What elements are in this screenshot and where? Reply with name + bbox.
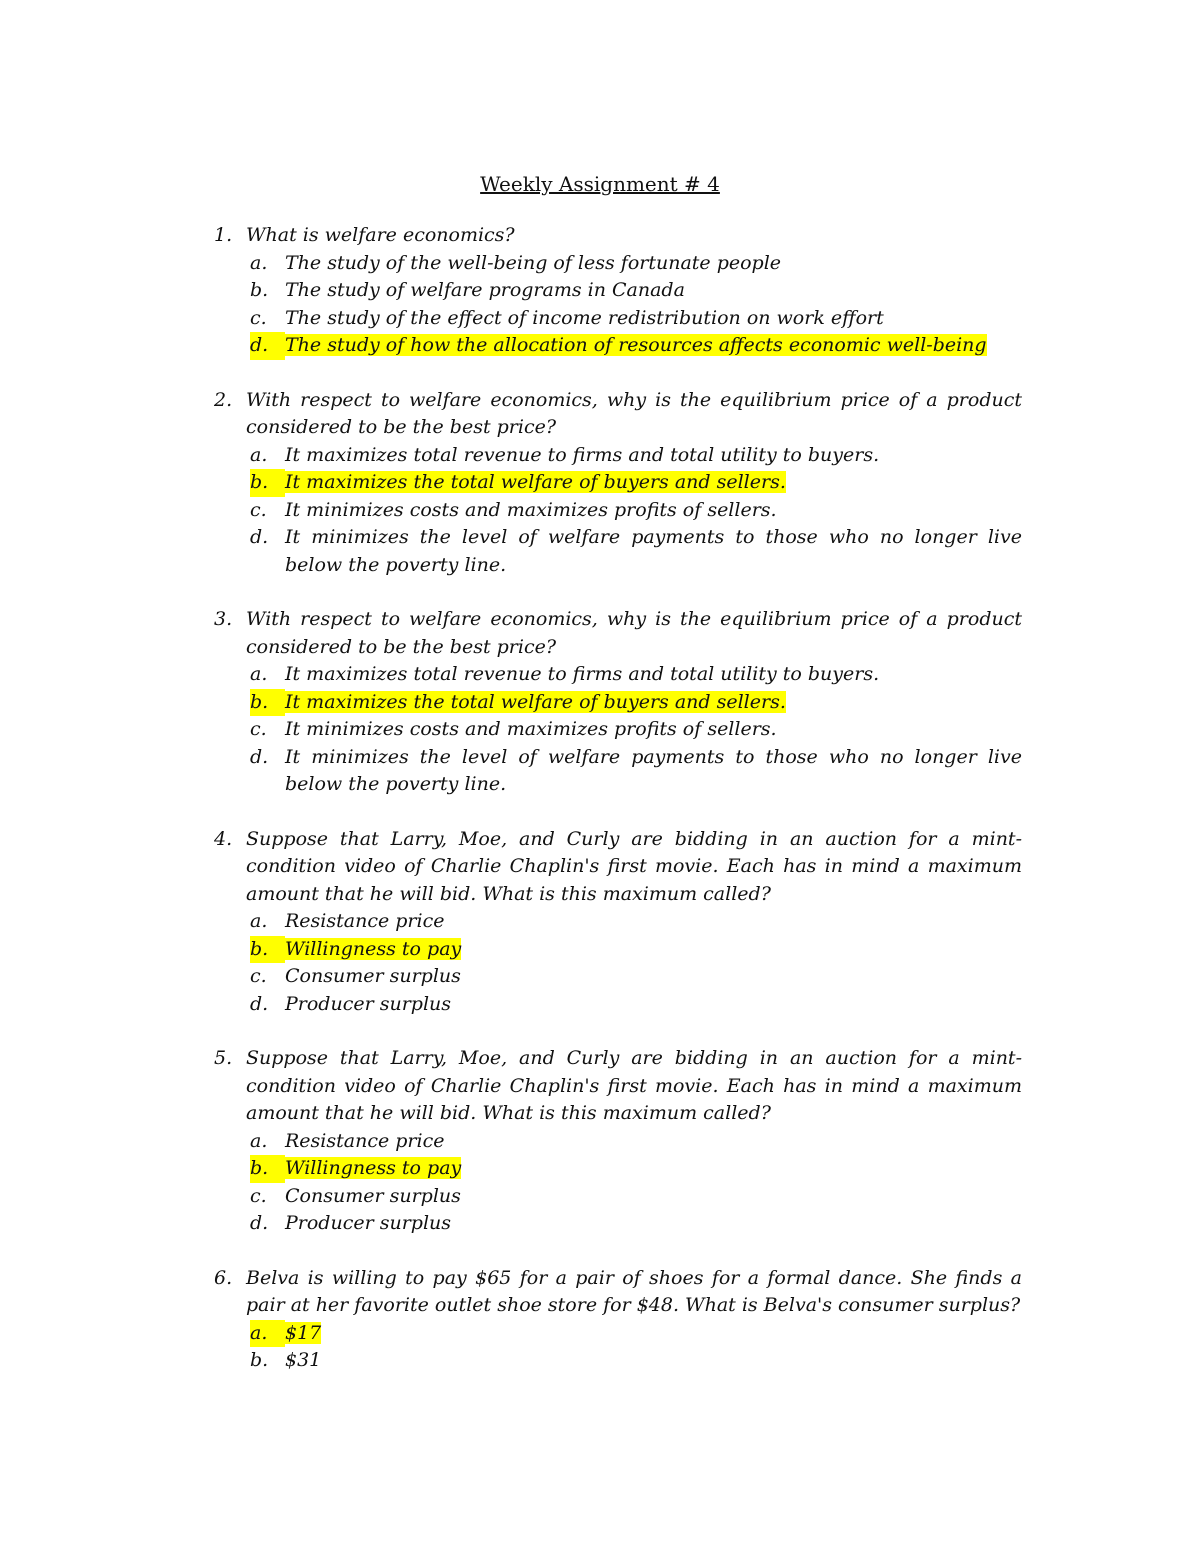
option-letter: d. [250,526,269,548]
option-text-wrap [285,744,1022,799]
answer-option-highlighted [250,1155,1022,1183]
option-text: $17 [285,1321,322,1344]
option-letter: c. [250,1184,267,1207]
option-text: It minimizes costs and maximizes profits of sellers. [285,498,777,521]
question-row [214,606,1022,661]
option-text-wrap [285,442,1022,470]
option-letter: a. [250,910,268,932]
answer-option [250,524,1022,579]
answer-option-highlighted [250,332,1022,360]
answer-option [250,305,1022,333]
answer-option [250,277,1022,305]
option-text: Producer surplus [285,1212,452,1234]
question-row [214,1265,1022,1320]
answer-option [250,716,1022,744]
question-number: 5. [214,1047,233,1069]
option-text-wrap [285,716,1022,744]
answer-option-highlighted [250,689,1022,717]
option-text: It minimizes the level of welfare payments to those who no longer live below the poverty line. [285,526,1022,576]
question-text: What is welfare economics? [246,224,515,246]
option-text-wrap [285,991,1022,1019]
option-text-wrap [285,963,1022,991]
option-text-wrap [285,1128,1022,1156]
answer-option-highlighted [250,1320,1022,1348]
option-text: It minimizes the level of welfare payments to those who no longer live below the poverty line. [285,745,1022,795]
option-text: It minimizes costs and maximizes profits of sellers. [285,718,777,740]
option-text: It maximizes total revenue to firms and total utility to buyers. [285,443,880,466]
question-text: With respect to welfare economics, why is the equilibrium price of a product considered to be the best price? [246,608,1022,658]
question-number: 2. [214,388,233,411]
option-letter: a. [250,1129,268,1152]
option-text: $31 [285,1349,322,1371]
option-letter: b. [250,936,285,964]
question-number: 3. [214,608,233,630]
option-letter: d. [250,745,269,768]
question-number: 6. [214,1266,233,1289]
answer-option-highlighted [250,936,1022,964]
option-text-wrap [285,1210,1022,1238]
question-row [214,387,1022,442]
option-text: Willingness to pay [285,1157,462,1179]
answer-option [250,908,1022,936]
answer-option [250,1210,1022,1238]
question-3 [214,606,1022,799]
option-letter: a. [250,443,268,466]
option-letter: c. [250,306,267,329]
option-text: Producer surplus [285,992,452,1015]
option-letter: c. [250,718,267,740]
question-row [214,1045,1022,1128]
option-letter: b. [250,1349,269,1371]
option-text-wrap [285,936,461,964]
answer-options [214,1128,1022,1238]
answer-option [250,442,1022,470]
option-text-wrap [285,305,1022,333]
question-row [214,222,1022,250]
option-letter: b. [250,1155,285,1183]
option-text-wrap [285,1320,321,1348]
option-text-wrap [285,661,1022,689]
answer-option [250,661,1022,689]
question-5 [214,1045,1022,1238]
question-6 [214,1265,1022,1375]
option-letter: a. [250,1320,285,1348]
option-text: The study of the effect of income redistribution on work effort [285,306,884,329]
option-text: The study of how the allocation of resources affects economic well-being [285,334,987,356]
answer-option [250,991,1022,1019]
page-title: Weekly Assignment # 4 [480,172,720,196]
option-text-wrap [285,908,1022,936]
question-1 [214,222,1022,360]
question-list [214,222,1022,1402]
option-text: The study of welfare programs in Canada [285,279,685,301]
option-text: Consumer surplus [285,1184,461,1207]
answer-option [250,1347,1022,1375]
option-text-wrap [285,469,786,497]
answer-options [214,661,1022,799]
option-letter: a. [250,663,268,685]
option-letter: a. [250,251,268,274]
answer-option [250,1128,1022,1156]
answer-option [250,963,1022,991]
question-2 [214,387,1022,580]
option-text: It maximizes total revenue to firms and total utility to buyers. [285,663,880,685]
answer-option [250,1183,1022,1211]
answer-option-highlighted [250,469,1022,497]
option-letter: d. [250,332,285,360]
option-text: Willingness to pay [285,937,462,960]
answer-options [214,250,1022,360]
question-4 [214,826,1022,1019]
option-text-wrap [285,689,786,717]
option-text: It maximizes the total welfare of buyers and sellers. [285,471,786,493]
option-text-wrap [285,497,1022,525]
option-letter: d. [250,992,269,1015]
answer-option [250,497,1022,525]
option-text-wrap [285,524,1022,579]
option-text: Resistance price [285,910,445,932]
answer-options [214,442,1022,580]
answer-options [214,1320,1022,1375]
option-text-wrap [285,277,1022,305]
question-text: With respect to welfare economics, why is the equilibrium price of a product considered to be the best price? [246,388,1022,438]
answer-option [250,744,1022,799]
option-letter: b. [250,279,269,301]
option-text: Resistance price [285,1129,445,1152]
question-text: Belva is willing to pay $65 for a pair of shoes for a formal dance. She finds a pair at her favorite outlet shoe store for $48. What is Belva's consumer surplus? [246,1266,1022,1316]
option-text-wrap [285,1347,1022,1375]
answer-option [250,250,1022,278]
option-letter: c. [250,965,267,987]
answer-options [214,908,1022,1018]
question-text: Suppose that Larry, Moe, and Curly are bidding in an auction for a mint-condition video of Charlie Chaplin's first movie. Each has in mind a maximum amount that he will bid. What is this maximum called? [246,1047,1022,1124]
option-text: It maximizes the total welfare of buyers and sellers. [285,690,786,713]
question-row [214,826,1022,909]
question-text: Suppose that Larry, Moe, and Curly are bidding in an auction for a mint-condition video of Charlie Chaplin's first movie. Each has in mind a maximum amount that he will bid. What is this maximum called? [246,827,1022,905]
option-letter: b. [250,689,285,717]
question-number: 4. [214,827,233,850]
question-number: 1. [214,224,233,246]
option-letter: c. [250,498,267,521]
option-letter: b. [250,469,285,497]
option-text-wrap [285,250,1022,278]
option-text-wrap [285,1183,1022,1211]
option-text-wrap [285,332,987,360]
option-text-wrap [285,1155,461,1183]
option-letter: d. [250,1212,269,1234]
option-text: The study of the well-being of less fortunate people [285,251,782,274]
option-text: Consumer surplus [285,965,461,987]
